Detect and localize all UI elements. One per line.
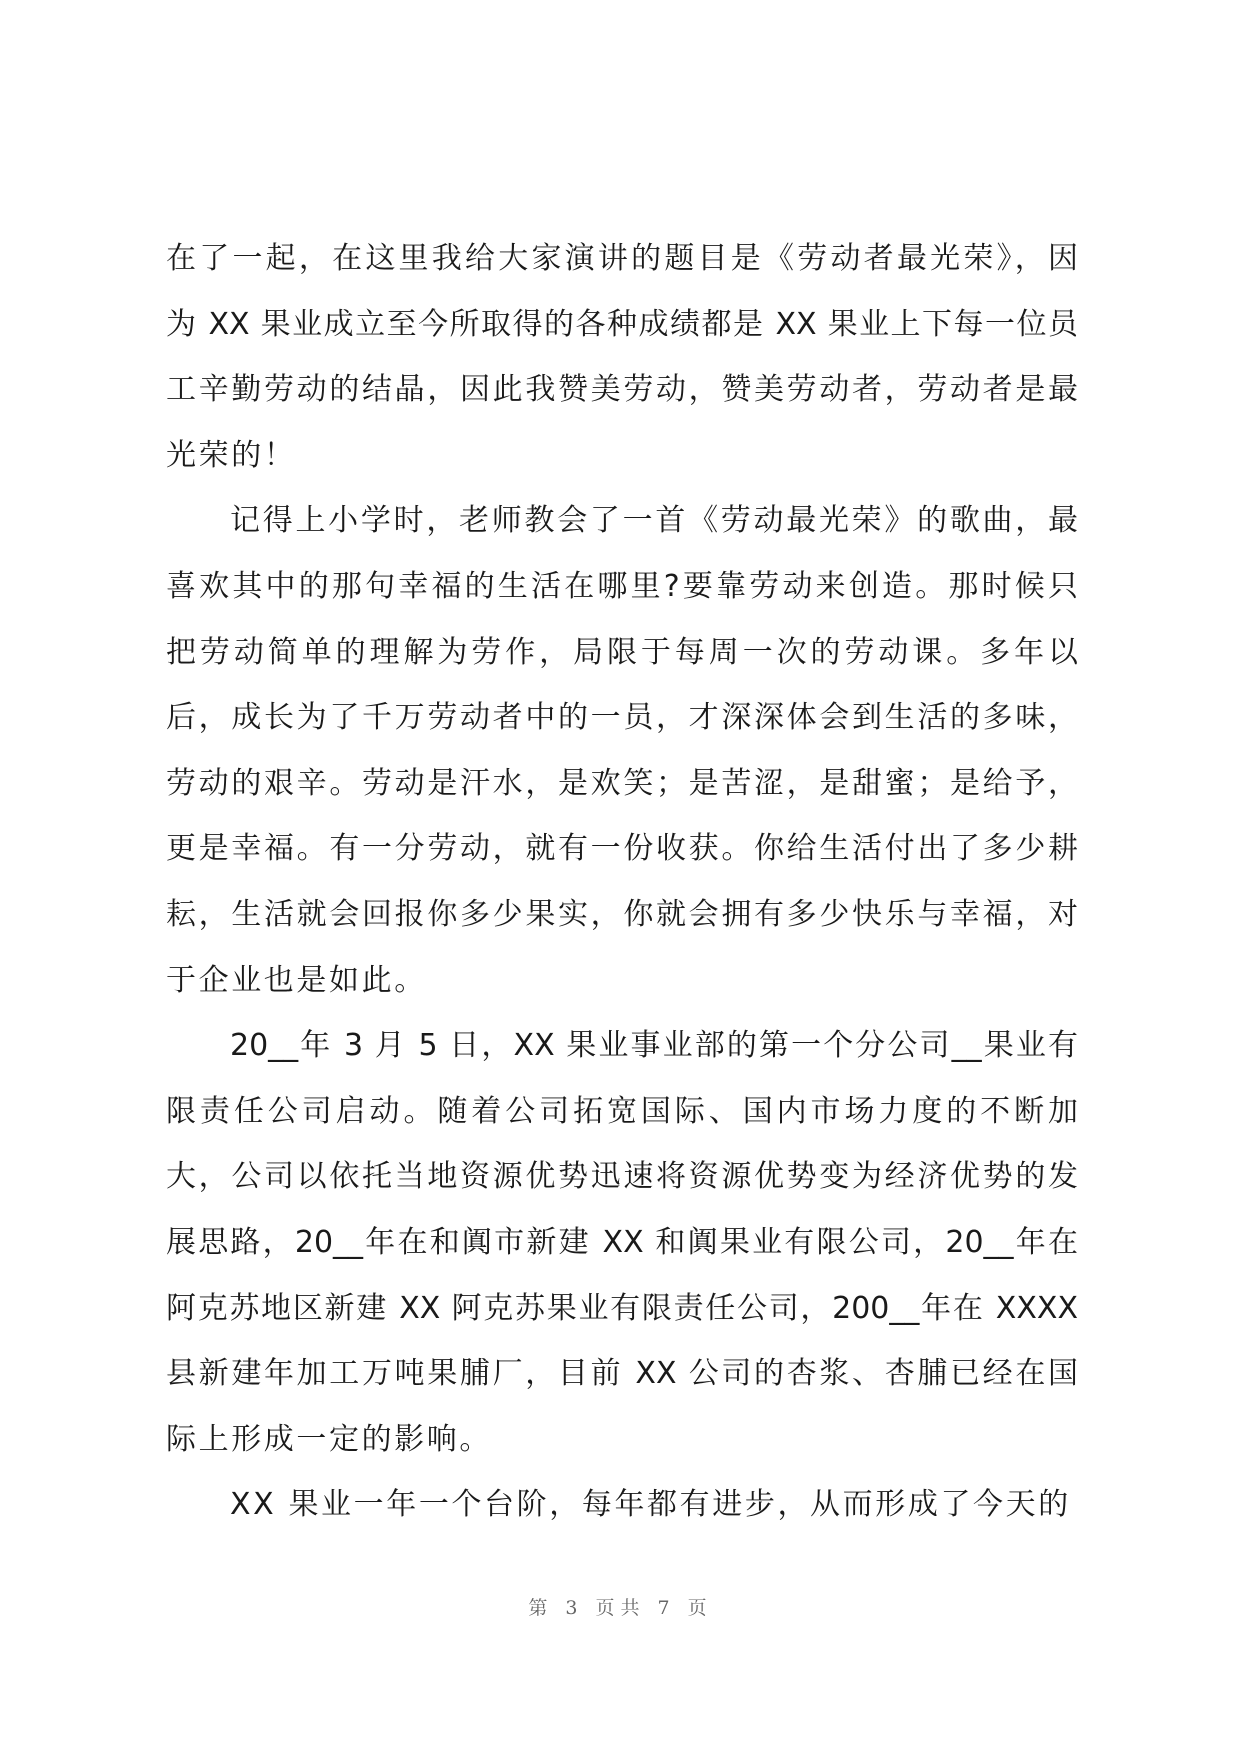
text-line: 光荣的！ [166,437,297,473]
page-number-footer: 第 3 页共 7 页 [528,1597,713,1619]
text-line: 后，成长为了千万劳动者中的一员，才深深体会到生活的多味， [166,700,1078,736]
text-line: 把劳动简单的理解为劳作，局限于每周一次的劳动课。多年以 [166,634,1078,670]
text-line: 阿克苏地区新建 XX 阿克苏果业有限责任公司，200__年在 XXXX [166,1290,1078,1326]
text-line: 在了一起，在这里我给大家演讲的题目是《劳动者最光荣》，因 [166,241,1078,276]
text-line: 劳动的艰辛。劳动是汗水，是欢笑；是苦涩，是甜蜜；是给予， [166,765,1078,801]
text-line: 限责任公司启动。随着公司拓宽国际、国内市场力度的不断加 [166,1093,1078,1129]
text-line: 工辛勤劳动的结晶，因此我赞美劳动，赞美劳动者，劳动者是最 [166,372,1078,408]
body-text [166,226,1078,1538]
text-line: 为 XX 果业成立至今所取得的各种成绩都是 XX 果业上下每一位员 [166,306,1078,342]
text-line: 县新建年加工万吨果脯厂，目前 XX 公司的杏浆、杏脯已经在国 [166,1356,1078,1392]
text-line: 际上形成一定的影响。 [166,1421,492,1457]
text-line: XX 果业一年一个台阶，每年都有进步，从而形成了今天的 [230,1487,1071,1523]
text-line: 耘，生活就会回报你多少果实，你就会拥有多少快乐与幸福，对 [166,896,1078,932]
text-line: 记得上小学时，老师教会了一首《劳动最光荣》的歌曲，最 [230,503,1078,539]
text-line: 展思路，20__年在和阗市新建 XX 和阗果业有限公司，20__年在 [166,1224,1078,1260]
text-line: 大，公司以依托当地资源优势迅速将资源优势变为经济优势的发 [166,1159,1078,1195]
text-line: 于企业也是如此。 [166,962,427,998]
text-line: 喜欢其中的那句幸福的生活在哪里?要靠劳动来创造。那时候只 [166,568,1078,604]
text-line: 20__年 3 月 5 日，XX 果业事业部的第一个分公司__果业有 [230,1028,1078,1064]
text-line: 更是幸福。有一分劳动，就有一份收获。你给生活付出了多少耕 [166,831,1078,867]
